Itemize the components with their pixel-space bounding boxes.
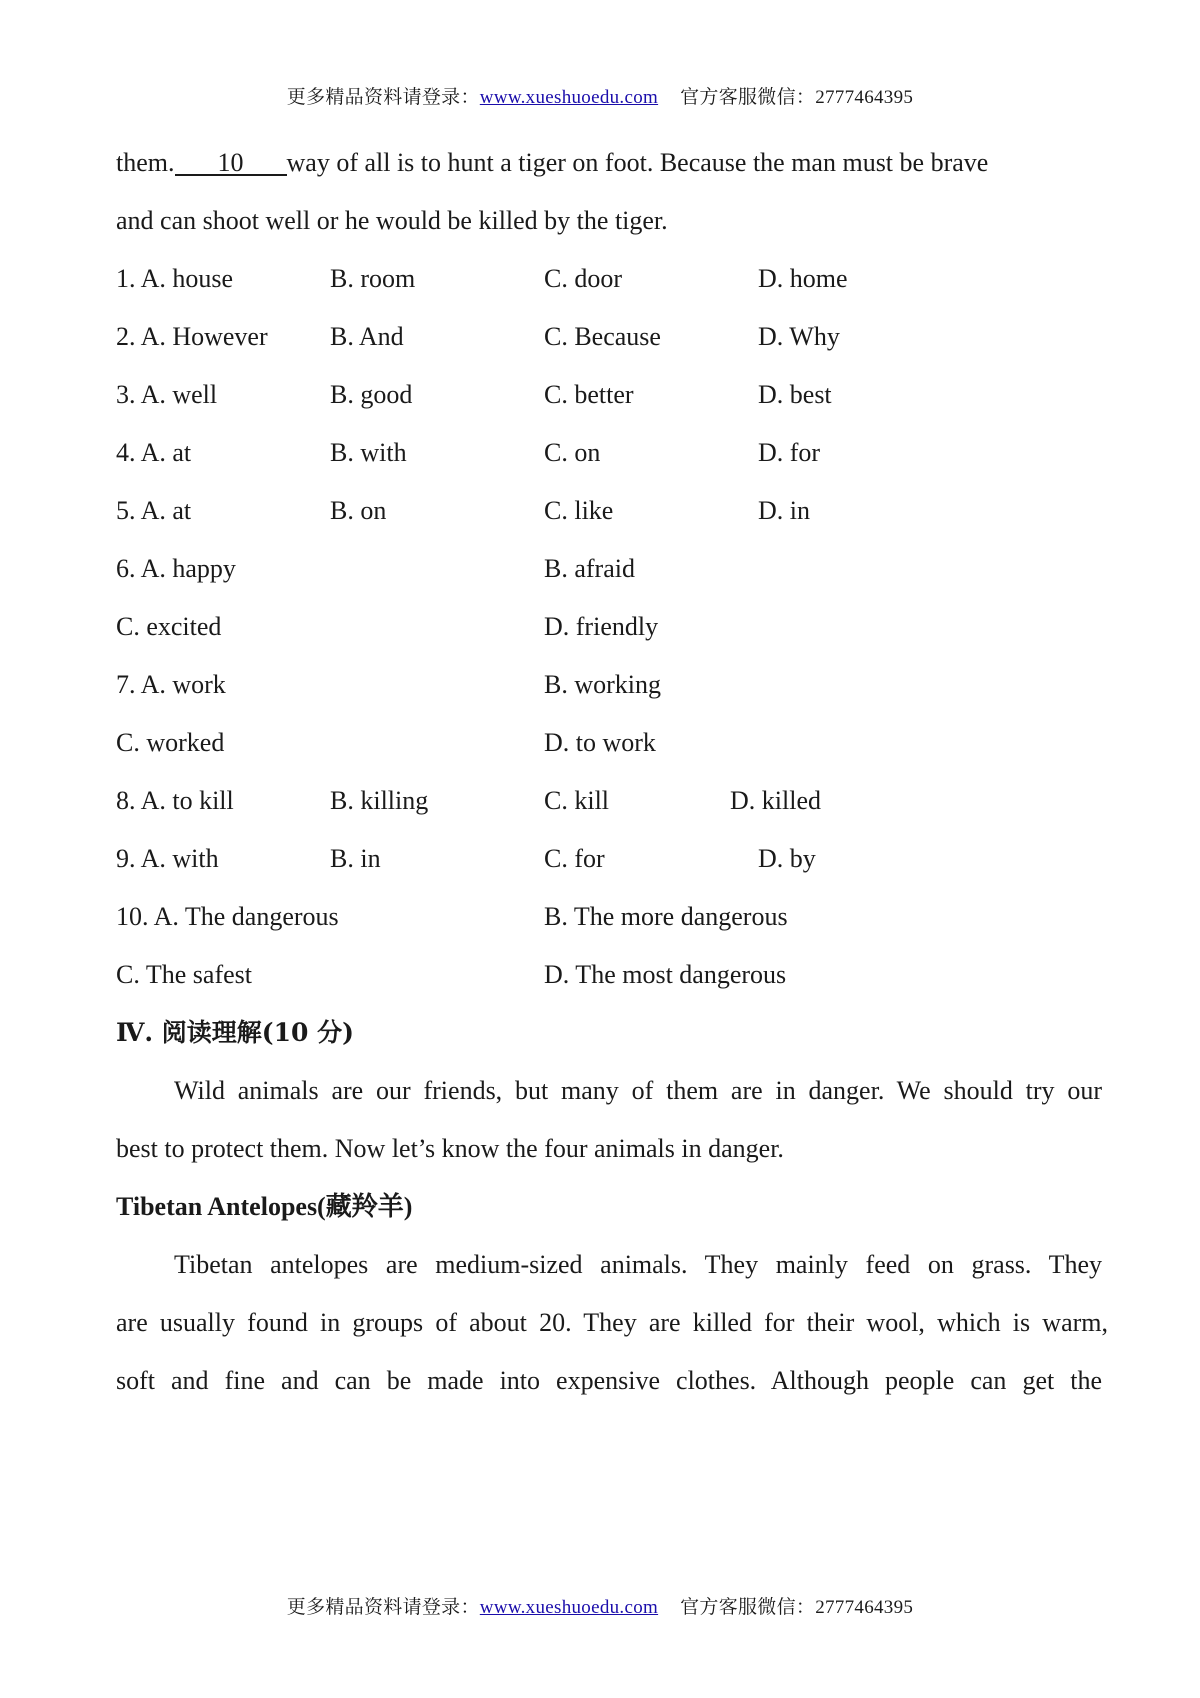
q4-option-d: D. for <box>758 438 821 467</box>
q6-option-d: D. friendly <box>544 612 659 641</box>
q1-option-b: B. room <box>330 264 416 293</box>
q9-option-d: D. by <box>758 844 816 873</box>
q9-option-a: 9. A. with <box>116 844 219 873</box>
answer-blank: 10 <box>175 151 287 176</box>
q5-option-a: 5. A. at <box>116 496 192 525</box>
q1-option-d: D. home <box>758 264 848 293</box>
q3-option-b: B. good <box>330 380 413 409</box>
footer-wechat: 官方客服微信：2777464395 <box>680 1597 914 1618</box>
q2-option-c: C. Because <box>544 322 661 351</box>
q10-option-a: 10. A. The dangerous <box>116 902 339 931</box>
page-footer <box>0 1592 1200 1619</box>
q9-option-b: B. in <box>330 844 381 873</box>
passage-text: way of all is to hunt a tiger on foot. Because the man must be brave <box>286 148 989 177</box>
header-link[interactable]: www.xueshuoedu.com <box>479 87 659 108</box>
q7-option-a: 7. A. work <box>116 670 226 699</box>
q5-option-d: D. in <box>758 496 810 525</box>
q2-option-a: 2. A. However <box>116 322 268 351</box>
passage-text: them. <box>116 148 175 177</box>
q5-option-c: C. like <box>544 496 614 525</box>
q3-option-d: D. best <box>758 380 832 409</box>
q6-option-b: B. afraid <box>544 554 635 583</box>
q6-option-c: C. excited <box>116 612 222 641</box>
q6-option-a: 6. A. happy <box>116 554 236 583</box>
intro-line-1: Wild animals are our friends, but many of them are in danger. We should try our <box>174 1076 1102 1105</box>
passage-subheading: Tibetan Antelopes(藏羚羊) <box>116 1192 413 1221</box>
q10-option-c: C. The safest <box>116 960 252 989</box>
section-heading: Ⅳ. 阅读理解(10 分) <box>116 1018 354 1047</box>
q1-option-c: C. door <box>544 264 622 293</box>
q2-option-d: D. Why <box>758 322 840 351</box>
q10-option-b: B. The more dangerous <box>544 902 788 931</box>
q4-option-b: B. with <box>330 438 407 467</box>
q4-option-a: 4. A. at <box>116 438 192 467</box>
para-line-2: are usually found in groups of about 20. They are killed for their wool, which is warm, <box>116 1308 1108 1337</box>
q8-option-c: C. kill <box>544 786 610 815</box>
q8-option-b: B. killing <box>330 786 429 815</box>
q8-option-d: D. killed <box>730 786 821 815</box>
footer-prefix: 更多精品资料请登录： <box>286 1597 480 1618</box>
header-wechat: 官方客服微信：2777464395 <box>680 87 914 108</box>
passage-line-1 <box>116 150 1102 176</box>
header-prefix: 更多精品资料请登录： <box>286 87 480 108</box>
q7-option-d: D. to work <box>544 728 656 757</box>
q3-option-a: 3. A. well <box>116 380 218 409</box>
footer-link[interactable]: www.xueshuoedu.com <box>479 1597 659 1618</box>
passage-line-2: and can shoot well or he would be killed by the tiger. <box>116 206 668 235</box>
q7-option-b: B. working <box>544 670 661 699</box>
para-line-1: Tibetan antelopes are medium-sized animals. They mainly feed on grass. They <box>174 1250 1102 1279</box>
q1-option-a: 1. A. house <box>116 264 233 293</box>
q10-option-d: D. The most dangerous <box>544 960 787 989</box>
q2-option-b: B. And <box>330 322 404 351</box>
q7-option-c: C. worked <box>116 728 225 757</box>
q9-option-c: C. for <box>544 844 605 873</box>
q4-option-c: C. on <box>544 438 601 467</box>
q3-option-c: C. better <box>544 380 634 409</box>
q5-option-b: B. on <box>330 496 387 525</box>
para-line-3: soft and fine and can be made into expensive clothes. Although people can get the <box>116 1366 1102 1395</box>
q8-option-a: 8. A. to kill <box>116 786 234 815</box>
page-header <box>0 82 1200 109</box>
intro-line-2: best to protect them. Now let’s know the four animals in danger. <box>116 1134 784 1163</box>
